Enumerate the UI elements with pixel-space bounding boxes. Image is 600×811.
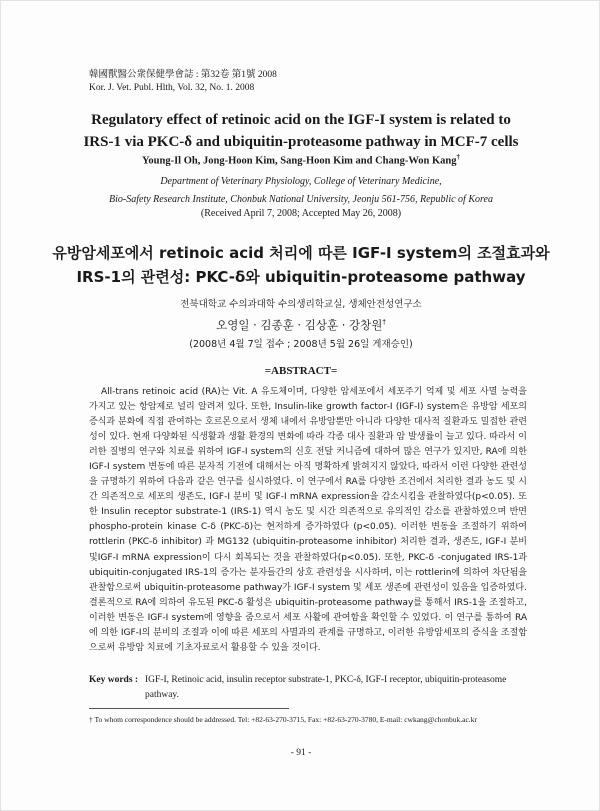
korean-title (41, 241, 561, 289)
korean-title-line-1: 유방암세포에서 retinoic acid 처리에 따른 IGF-I system의 조절효과와 (52, 244, 550, 262)
footnote-divider (89, 708, 289, 709)
received-dates: (Received April 7, 2008; Accepted May 26, 2008) (200, 208, 402, 219)
korean-corresponding-mark: † (382, 318, 386, 327)
abstract-paragraph: All-trans retinoic acid (RA)는 Vit. A 유도체이며, 다양한 암세포에서 세포주기 억제 및 세포 사멸 능력을 가지고 있는 항암제로 널리 알려져 있다. 또한, Insulin-like growth factor-I (IGF-I) system은 유방암 세포의 증식과 분화에 직접 관여하는 호르몬으로서 생체 내에서 유방암뿐만 아니라 다양한 대사적 질환과도 밀접한 관련성이 있다. 현재 다양화된 식생활과 생활 환경의 변화에 따라 각종 대사 질환과 암 발생률이 늘고 있다. 따라서 이러한 질병의 연구와 치료를 위하여 IGF-I system의 신호 전달 커니즘에 대하여 많은 연구가 있지만, RA에 의한 IGF-I system 변동에 따른 분자적 기전에 대해서는 아직 명확하게 밝혀지지 않았다, 따라서 이런 다양한 관련성을 규명하기 위하여 다음과 같은 연구를 실시하였다. 이 연구에서 RA를 다양한 조건에서 처리한 결과 농도 및 시간 의존적으로 세포의 생존도, IGF-I 분비 및 IGF-I mRNA expression을 감소시킴을 관찰하였다(p<0.05). 또한 Insulin receptor substrate-1 (IRS-1) 역시 농도 및 시간 의존적으로 유의적인 감소를 관찰하였으며 반면 phospho-protein kinase C-δ (PKC-δ)는 현저하게 증가하였다 (p<0.05). 이러한 변동을 조절하기 위하여 rottlerin (PKC-δ inhibitor) 과 MG132 (ubiquitin-proteasome inhibitor) 처리한 결과, 생존도, IGF-I 분비 및IGF-I mRNA expression이 다시 회복되는 것을 관찰하였다(p<0.05). 또한, PKC-δ -conjugated IRS-1과 ubiquitin-conjugated IRS-1의 증가는 분자들간의 상호 관련성을 시사하며, 이는 rottlerin에 의하여 차단됨을 관찰함으로써 ubiquitin-proteasome pathway가 IGF-I system 및 세포 생존에 관련성이 있음을 입증하였다. 결론적으로 RA에 의하여 유도된 PKC-δ 활성은 ubiquitin-proteasome pathway를 통해서 IRS-1을 조절하고, 이러한 변동은 IGF-I system에 영향을 줌으로서 세포 사활에 관여함을 확인할 수 있었다. 이 연구를 통하여 RA에 의한 IGF-I의 분비의 조절과 이에 따른 세포의 사멸과의 관계를 규명하고, 이러한 유방암세포의 증식을 조절함으로써 유방암 치료에 기초자료로서 활용할 수 있을 것이다. (89, 387, 527, 653)
english-authors-names: Young-Il Oh, Jong-Hoon Kim, Sang-Hoon Kim and Chang-Won Kang (142, 155, 457, 167)
journal-header (89, 69, 277, 95)
abstract-heading: =ABSTRACT= (264, 365, 338, 377)
korean-dates: (2008년 4월 7일 접수 ; 2008년 5월 26일 게재승인) (189, 339, 413, 350)
journal-name-english: Kor. J. Vet. Publ. Hlth, Vol. 32, No. 1. 2008 (89, 83, 255, 93)
journal-name-korean: 韓國獸醫公衆保健學會誌 : 第32卷 第1號 2008 (89, 70, 277, 80)
korean-authors (41, 317, 561, 333)
english-affiliation-line-1: Department of Veterinary Physiology, College of Veterinary Medicine, (160, 176, 442, 187)
keywords-label: Key words : (89, 675, 139, 685)
keywords-list: IGF-I, Retinoic acid, insulin receptor substrate-1, PKC-δ, IGF-I receptor, ubiquitin-proteasome pathway. (145, 675, 507, 700)
english-affiliation-line-2: Bio-Safety Research Institute, Chonbuk National University, Jeonju 561-756, Republic of Korea (109, 194, 493, 205)
correspondence-footnote: † To whom correspondence should be addressed. Tel: +82-63-270-3715, Fax: +82-63-270-3780, E-mail: cwkang@chonbuk.ac.kr (89, 715, 477, 724)
korean-affiliation: 전북대학교 수의과대학 수의생리학교실, 생체안전성연구소 (180, 299, 422, 310)
english-title-line-1: Regulatory effect of retinoic acid on the IGF-I system is related to (91, 112, 511, 128)
english-title (41, 109, 561, 153)
korean-title-line-2: IRS-1의 관련성: PKC-δ와 ubiquitin-proteasome pathway (76, 268, 526, 286)
english-authors (41, 153, 561, 167)
page-number: - 91 - (290, 748, 312, 758)
abstract-body (89, 385, 527, 656)
corresponding-author-mark: † (456, 153, 460, 161)
english-affiliation (31, 173, 571, 209)
english-title-line-2: IRS-1 via PKC-δ and ubiquitin-proteasome pathway in MCF-7 cells (83, 134, 519, 150)
korean-authors-names: 오영일 · 김종훈 · 김상훈 · 강창원 (216, 318, 383, 332)
